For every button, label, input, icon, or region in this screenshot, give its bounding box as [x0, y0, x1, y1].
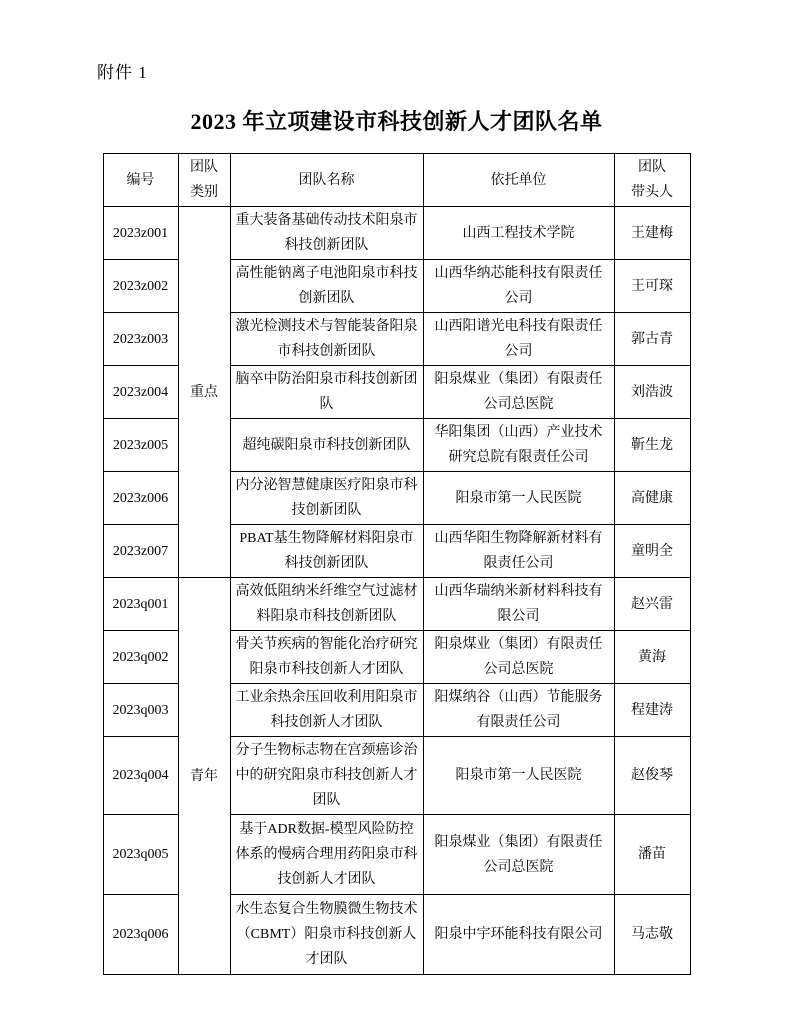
- header-id: 编号: [103, 154, 178, 207]
- team-name-cell: PBAT基生物降解材料阳泉市科技创新团队: [230, 525, 423, 578]
- team-id-cell: 2023z002: [103, 260, 178, 313]
- org-cell: 阳泉煤业（集团）有限责任公司总医院: [423, 366, 614, 419]
- category-cell-youth: 青年: [178, 578, 230, 975]
- leader-cell: 高健康: [614, 472, 690, 525]
- header-team-name: 团队名称: [230, 154, 423, 207]
- org-cell: 阳泉煤业（集团）有限责任公司总医院: [423, 815, 614, 895]
- org-cell: 山西工程技术学院: [423, 207, 614, 260]
- team-id-cell: 2023q001: [103, 578, 178, 631]
- page-title: 2023 年立项建设市科技创新人才团队名单: [190, 109, 603, 134]
- team-name-cell: 高性能钠离子电池阳泉市科技创新团队: [230, 260, 423, 313]
- leader-cell: 赵俊琴: [614, 737, 690, 815]
- header-leader-line2: 带头人: [631, 185, 673, 200]
- org-cell: 阳煤纳谷（山西）节能服务有限责任公司: [423, 684, 614, 737]
- team-id-cell: 2023z005: [103, 419, 178, 472]
- leader-cell: 刘浩波: [614, 366, 690, 419]
- team-id-cell: 2023z003: [103, 313, 178, 366]
- leader-cell: 潘苗: [614, 815, 690, 895]
- header-category: [178, 154, 230, 207]
- team-name-cell: 基于ADR数据-模型风险防控体系的慢病合理用药阳泉市科技创新人才团队: [230, 815, 423, 895]
- team-name-cell: 骨关节疾病的智能化治疗研究阳泉市科技创新人才团队: [230, 631, 423, 684]
- leader-cell: 王可琛: [614, 260, 690, 313]
- team-id-cell: 2023z004: [103, 366, 178, 419]
- table-row: [103, 207, 690, 260]
- org-cell: 阳泉市第一人民医院: [423, 472, 614, 525]
- team-roster-table: [103, 153, 691, 975]
- header-leader-line1: 团队: [638, 160, 666, 175]
- team-id-cell: 2023z001: [103, 207, 178, 260]
- org-cell: 山西华阳生物降解新材料有限责任公司: [423, 525, 614, 578]
- team-name-cell: 内分泌智慧健康医疗阳泉市科技创新团队: [230, 472, 423, 525]
- team-name-cell: 超纯碳阳泉市科技创新团队: [230, 419, 423, 472]
- leader-cell: 赵兴雷: [614, 578, 690, 631]
- header-leader: [614, 154, 690, 207]
- org-cell: 山西华瑞纳米新材料科技有限公司: [423, 578, 614, 631]
- header-category-line2: 类别: [190, 185, 218, 200]
- category-cell-key: 重点: [178, 207, 230, 578]
- leader-cell: 黄海: [614, 631, 690, 684]
- attachment-label: 附件 1: [97, 63, 148, 82]
- org-cell: 阳泉市第一人民医院: [423, 737, 614, 815]
- org-cell: 山西阳谱光电科技有限责任公司: [423, 313, 614, 366]
- org-cell: 阳泉中宇环能科技有限公司: [423, 895, 614, 975]
- table-header-row: [103, 154, 690, 207]
- team-id-cell: 2023q005: [103, 815, 178, 895]
- team-name-cell: 激光检测技术与智能装备阳泉市科技创新团队: [230, 313, 423, 366]
- table-row: [103, 578, 690, 631]
- org-cell: 阳泉煤业（集团）有限责任公司总医院: [423, 631, 614, 684]
- team-id-cell: 2023q006: [103, 895, 178, 975]
- leader-cell: 马志敬: [614, 895, 690, 975]
- header-category-line1: 团队: [190, 160, 218, 175]
- org-cell: 华阳集团（山西）产业技术研究总院有限责任公司: [423, 419, 614, 472]
- team-name-cell: 脑卒中防治阳泉市科技创新团队: [230, 366, 423, 419]
- team-name-cell: 工业余热余压回收利用阳泉市科技创新人才团队: [230, 684, 423, 737]
- leader-cell: 郭古青: [614, 313, 690, 366]
- org-cell: 山西华纳芯能科技有限责任公司: [423, 260, 614, 313]
- team-name-cell: 重大装备基础传动技术阳泉市科技创新团队: [230, 207, 423, 260]
- team-id-cell: 2023q002: [103, 631, 178, 684]
- team-id-cell: 2023q004: [103, 737, 178, 815]
- team-id-cell: 2023z006: [103, 472, 178, 525]
- header-org: 依托单位: [423, 154, 614, 207]
- team-name-cell: 高效低阻纳米纤维空气过滤材料阳泉市科技创新团队: [230, 578, 423, 631]
- leader-cell: 童明全: [614, 525, 690, 578]
- team-id-cell: 2023q003: [103, 684, 178, 737]
- team-name-cell: 分子生物标志物在宫颈癌诊治中的研究阳泉市科技创新人才团队: [230, 737, 423, 815]
- leader-cell: 程建涛: [614, 684, 690, 737]
- team-id-cell: 2023z007: [103, 525, 178, 578]
- leader-cell: 王建梅: [614, 207, 690, 260]
- leader-cell: 靳生龙: [614, 419, 690, 472]
- team-name-cell: 水生态复合生物膜微生物技术（CBMT）阳泉市科技创新人才团队: [230, 895, 423, 975]
